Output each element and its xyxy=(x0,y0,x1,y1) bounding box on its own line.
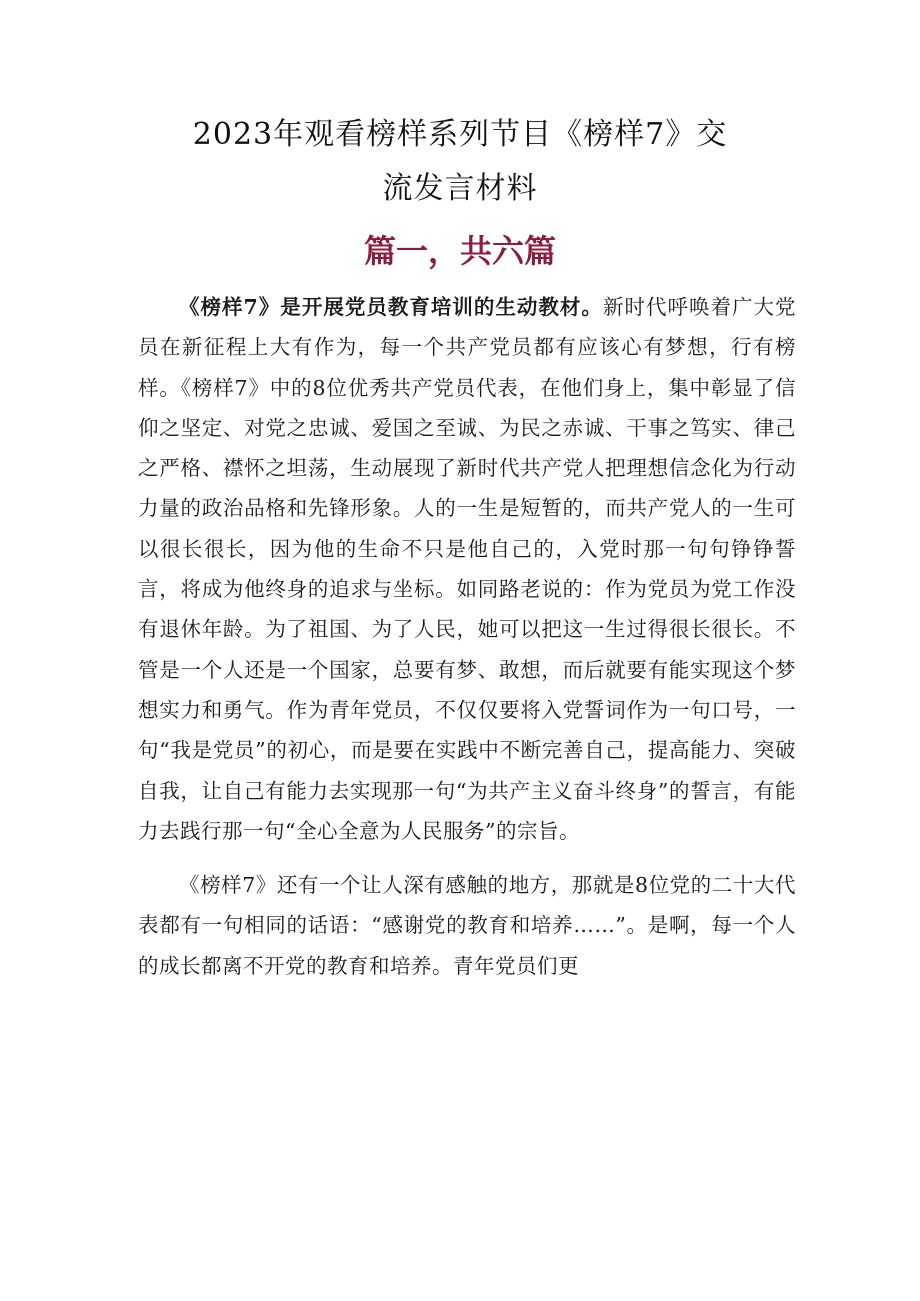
paragraph-2-text: 《榜样7》还有一个让人深有感触的地方，那就是8位党的二十大代表都有一句相同的话语：“感谢党的教育和培养……”。是啊，每一个人的成长都离不开党的教育和培养。青年党员们更 xyxy=(138,873,796,978)
document-title xyxy=(100,108,820,216)
paragraph-1-lead: 《榜样7》是开展党员教育培训的生动教材。 xyxy=(179,295,603,319)
section-subtitle: 篇一，共六篇 xyxy=(363,232,556,270)
title-line-1: 2023年观看榜样系列节目《榜样7》交 xyxy=(192,117,728,152)
paragraph-1-text: 新时代呼唤着广大党员在新征程上大有作为，每一个共产党员都有应该心有梦想，行有榜样。《榜样7》中的8位优秀共产党员代表，在他们身上，集中彰显了信仰之坚定、对党之忠诚、爱国之至诚、为民之赤诚、干事之笃实、律己之严格、襟怀之坦荡，生动展现了新时代共产党人把理想信念化为行动力量的政治品格和先锋形象。人的一生是短暂的，而共产党人的一生可以很长很长，因为他的生命不只是他自己的，入党时那一句句铮铮誓言，将成为他终身的追求与坐标。如同路老说的：作为党员为党工作没有退休年龄。为了祖国、为了人民，她可以把这一生过得很长很长。不管是一个人还是一个国家，总要有梦、敢想，而后就要有能实现这个梦想实力和勇气。作为青年党员，不仅仅要将入党誓词作为一句口号，一句“我是党员”的初心，而是要在实践中不断完善自己，提高能力、突破自我，让自己有能力去实现那一句“为共产主义奋斗终身”的誓言，有能力去践行那一句“全心全意为人民服务”的宗旨。 xyxy=(138,295,797,843)
title-line-2: 流发言材料 xyxy=(382,171,538,206)
paragraph-2 xyxy=(138,865,796,986)
paragraph-1 xyxy=(138,287,796,851)
document-body xyxy=(138,287,796,1000)
